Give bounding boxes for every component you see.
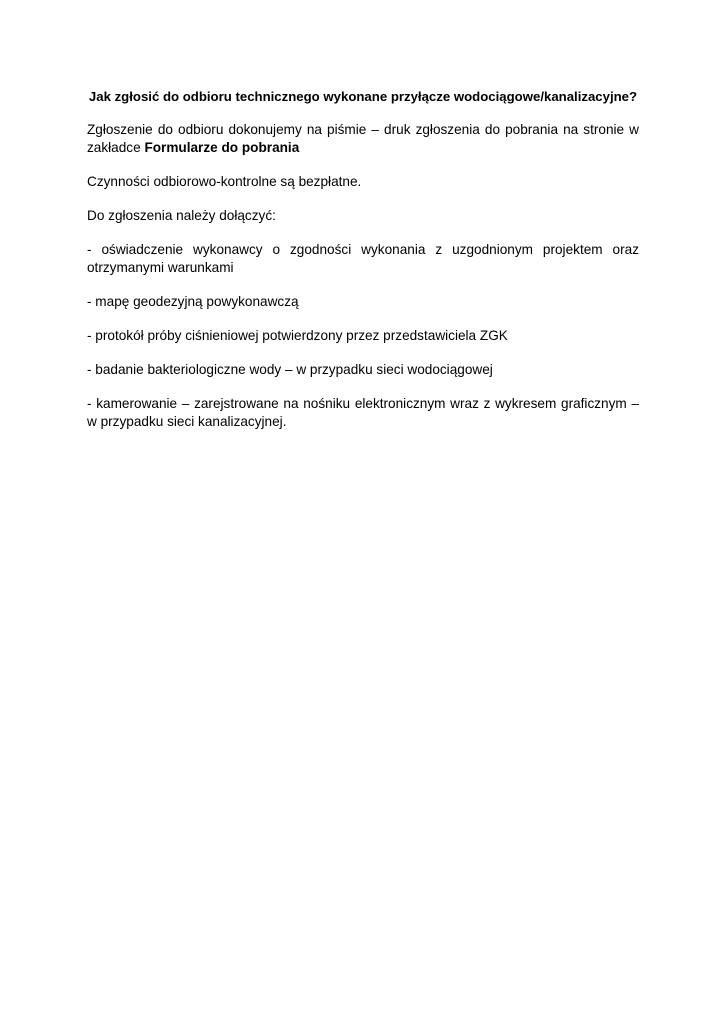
forms-download-reference: Formularze do pobrania [144, 140, 300, 155]
attachment-item-bacteriological-test: - badanie bakteriologiczne wody – w przypadku sieci wodociągowej [87, 362, 493, 377]
document-title: Jak zgłosić do odbioru technicznego wykonane przyłącze wodociągowe/kanalizacyjne? [88, 89, 638, 104]
attachment-item-geodetic-map: - mapę geodezyjną powykonawczą [87, 294, 299, 309]
attachment-item-camera-inspection: - kamerowanie – zarejstrowane na nośniku elektronicznym wraz z wykresem graficznym – w przypadku sieci kanalizacyjnej. [87, 396, 639, 429]
attachment-item-pressure-test: - protokół próby ciśnieniowej potwierdzony przez przedstawiciela ZGK [87, 328, 508, 343]
intro-paragraph [87, 121, 639, 157]
document-body [87, 88, 639, 447]
free-of-charge-note: Czynności odbiorowo-kontrolne są bezpłatne. [87, 174, 362, 189]
intro-text: Zgłoszenie do odbioru dokonujemy na piśmie – druk zgłoszenia do pobrania na stronie w zakładce [87, 122, 639, 155]
attachments-heading: Do zgłoszenia należy dołączyć: [87, 208, 276, 223]
attachment-item-contractor-statement: - oświadczenie wykonawcy o zgodności wykonania z uzgodnionym projektem oraz otrzymanymi warunkami [87, 242, 639, 275]
